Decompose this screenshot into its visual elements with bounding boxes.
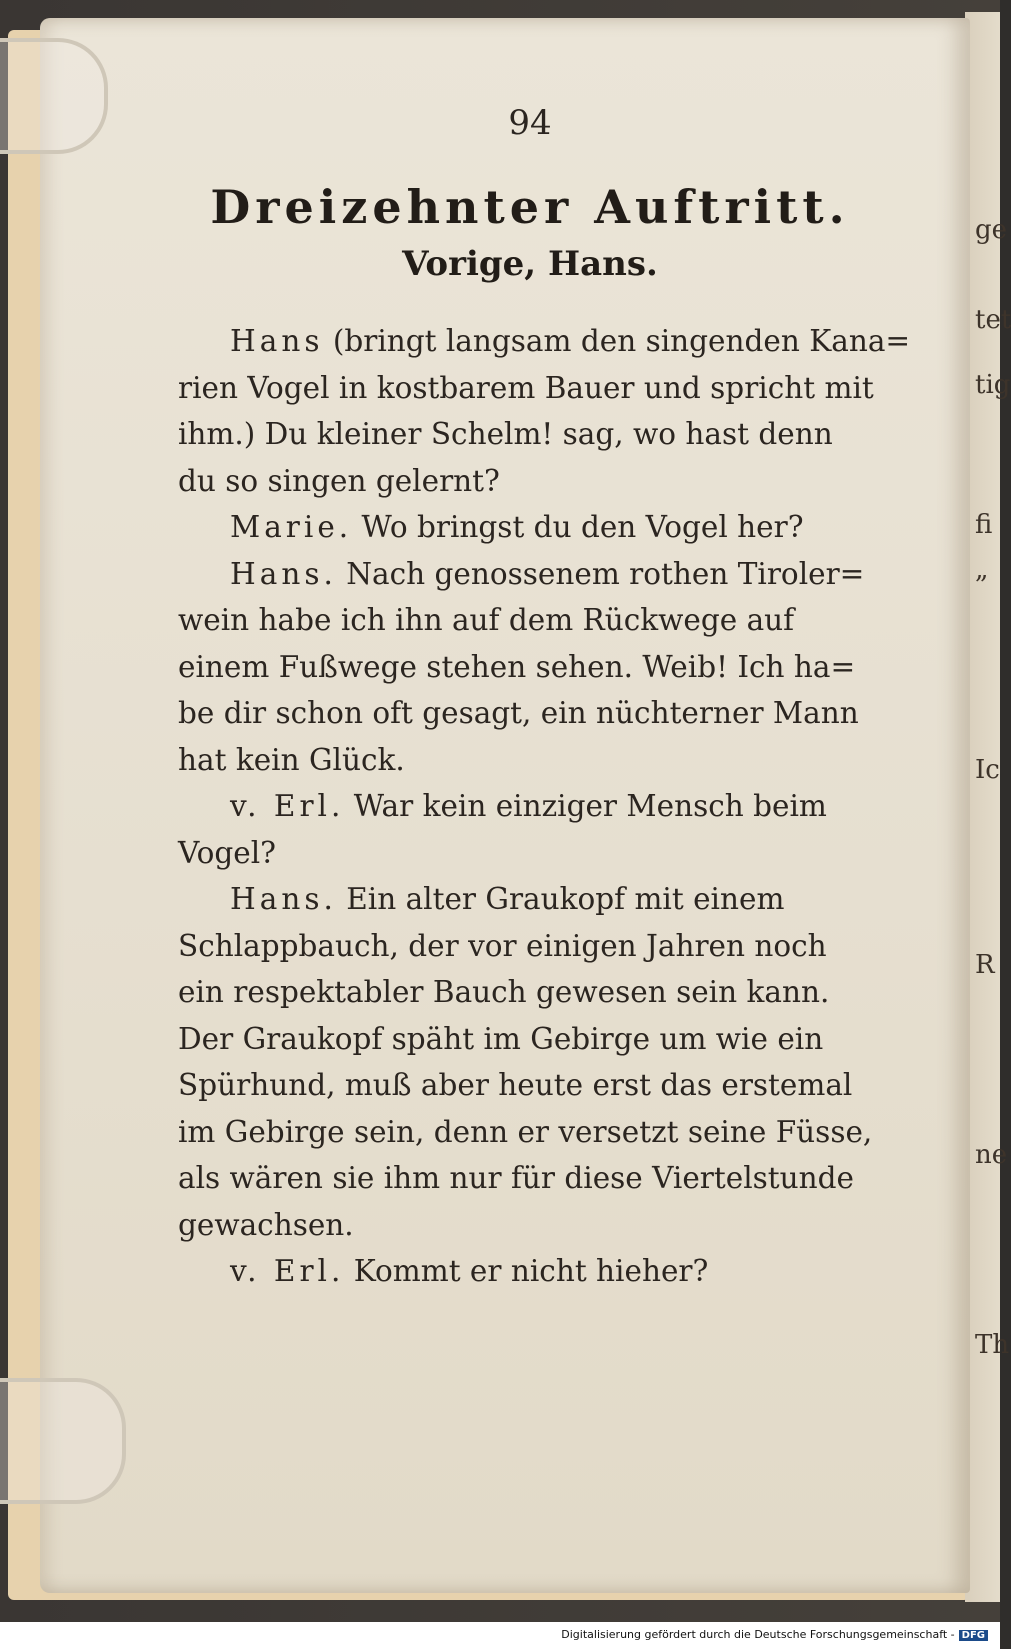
next-page-fragment: ge (975, 215, 1008, 245)
text-line: Marie. Wo bringst du den Vogel her? (230, 510, 804, 544)
text-line: Hans (bringt langsam den singenden Kana= (230, 324, 911, 358)
next-page-fragment: R (975, 950, 995, 980)
text-line: Der Graukopf späht im Gebirge um wie ein (178, 1021, 824, 1056)
text-line: wein habe ich ihn auf dem Rückwege auf (178, 603, 795, 637)
text-line: Hans. Nach genossenem rothen Tiroler= (230, 556, 865, 591)
text-line: Hans. Ein alter Graukopf mit einem (230, 882, 785, 916)
next-page-fragment: ne (975, 1140, 1008, 1170)
digitization-credit (561, 1628, 988, 1641)
speaker-name: Marie. (230, 510, 353, 544)
next-page-fragment: „ (975, 555, 989, 585)
text-line: v. Erl. Kommt er nicht hieher? (230, 1254, 709, 1288)
text-line: hat kein Glück. (178, 742, 405, 777)
text-line: im Gebirge sein, denn er versetzt seine Füsse, (178, 1114, 873, 1149)
page-clip-top (0, 38, 108, 154)
next-page-fragment: tet (975, 305, 1011, 335)
text-line: Vogel? (178, 835, 276, 870)
text-line: rien Vogel in kostbarem Bauer und spricht mit (178, 370, 874, 405)
speaker-name: v. Erl. (230, 1254, 345, 1288)
page-body (178, 318, 911, 1295)
text-line: v. Erl. War kein einziger Mensch beim (230, 789, 827, 823)
text-line: be dir schon oft gesagt, ein nüchterner Mann (178, 696, 859, 730)
speaker-name: Hans (230, 324, 324, 358)
text-line: gewachsen. (178, 1207, 354, 1242)
text-line: einem Fußwege stehen sehen. Weib! Ich ha= (178, 649, 856, 684)
footer-bar (0, 1622, 1000, 1649)
character-list: Vorige, Hans. (402, 244, 658, 284)
page-clip-bottom (0, 1378, 126, 1504)
text-line: als wären sie ihm nur für diese Viertelstunde (178, 1161, 854, 1195)
speaker-name: Hans. (230, 556, 337, 591)
dfg-logo: DFG (959, 1630, 988, 1641)
text-line: ihm.) Du kleiner Schelm! sag, wo hast denn (178, 417, 833, 451)
credit-text: Digitalisierung gefördert durch die Deutsche Forschungsgemeinschaft - (561, 1628, 955, 1641)
next-page-fragment: Th (975, 1330, 1010, 1360)
scene-title: Dreizehnter Auftritt. (210, 180, 850, 234)
text-line: ein respektabler Bauch gewesen sein kann. (178, 975, 830, 1009)
text-line: Schlappbauch, der vor einigen Jahren noch (178, 928, 827, 963)
next-page-strip (965, 12, 1000, 1602)
speaker-name: v. Erl. (230, 789, 345, 823)
next-page-fragment: tig (975, 370, 1011, 400)
text-line: du so singen gelernt? (178, 463, 500, 498)
next-page-fragment: fi (975, 510, 993, 540)
text-line: Spürhund, muß aber heute erst das erstemal (178, 1068, 853, 1102)
next-page-fragment: Ic (975, 755, 1000, 785)
page-number: 94 (508, 103, 552, 143)
speaker-name: Hans. (230, 882, 337, 916)
